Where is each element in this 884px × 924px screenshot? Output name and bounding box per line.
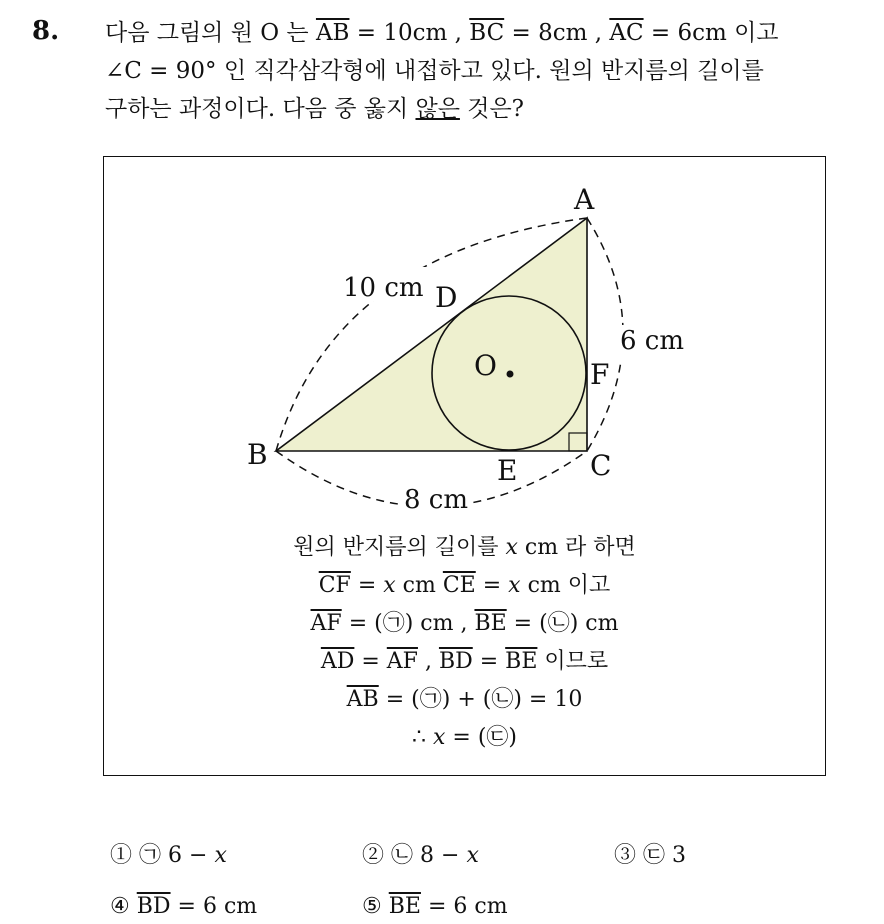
segment-cf: $\overline{CF}$	[318, 573, 351, 598]
segment-af: $\overline{AF}$	[386, 649, 418, 674]
question-text-part: = 10cm ,	[349, 20, 470, 46]
question-line-2: ∠C = 90° 인 직각삼각형에 내접하고 있다. 원의 반지름의 길이를	[105, 58, 764, 84]
point-label-c: C	[590, 449, 612, 482]
segment-be: $\overline{BE}$	[388, 894, 421, 919]
segment-ad: $\overline{AD}$	[320, 649, 355, 674]
solution-text: cm 라 하면	[517, 535, 636, 560]
variable-x: x	[505, 535, 518, 560]
triangle-figure	[104, 157, 827, 527]
segment-ce: $\overline{CE}$	[442, 573, 476, 598]
point-label-b: B	[247, 438, 268, 471]
choice-3[interactable]	[614, 838, 686, 869]
solution-line-6	[104, 719, 825, 757]
choice-number: ⑤	[362, 894, 382, 919]
length-label-ab: 10 cm	[343, 273, 424, 303]
solution-text: = (㉢)	[445, 725, 517, 750]
solution-line-2	[104, 567, 825, 605]
choice-number: ③	[614, 843, 637, 868]
point-label-o: O	[474, 349, 497, 382]
choice-2[interactable]	[362, 838, 479, 869]
question-text-part: = 8cm ,	[504, 20, 610, 46]
choice-value: 8 −	[420, 843, 467, 868]
solution-text: =	[354, 649, 387, 674]
solution-text: cm 이고	[520, 573, 611, 598]
solution-line-3	[104, 605, 825, 643]
segment-bd: $\overline{BD}$	[136, 894, 171, 919]
choice-number: ④	[110, 894, 130, 919]
segment-be: $\overline{BE}$	[474, 611, 507, 636]
choice-mark: ㉡	[391, 843, 414, 868]
point-label-a: A	[574, 183, 595, 216]
choice-4[interactable]	[110, 894, 257, 919]
question-text-part: 다음 그림의 원 O 는	[105, 20, 316, 46]
solution-line-5	[104, 681, 825, 719]
point-label-f: F	[590, 358, 610, 391]
length-label-bc: 8 cm	[404, 485, 469, 515]
question-line-1	[105, 14, 865, 52]
point-label-d: D	[435, 281, 458, 314]
segment-bc: $\overline{BC}$	[469, 20, 505, 46]
segment-ab: $\overline{AB}$	[346, 687, 379, 712]
question-line-3	[105, 90, 865, 128]
question-text-part: = 6cm 이고	[643, 20, 779, 46]
solution-text: =	[472, 649, 506, 674]
solution-text: =	[350, 573, 384, 598]
question-text-part: 구하는 과정이다. 다음 중 옳지	[105, 96, 416, 122]
solution-text: = (㉡) cm	[506, 611, 619, 636]
variable-x: x	[383, 573, 396, 598]
choice-value: = 6 cm	[420, 894, 508, 919]
question-number: 8.	[32, 16, 60, 46]
solution-text: ,	[417, 649, 439, 674]
choice-number: ①	[110, 843, 133, 868]
triangle-abc	[276, 218, 587, 451]
solution-line-1	[104, 529, 825, 567]
segment-af: $\overline{AF}$	[310, 611, 342, 636]
center-point	[507, 371, 514, 378]
variable-x: x	[432, 725, 446, 750]
variable-x: x	[214, 843, 227, 868]
solution-text: =	[475, 573, 509, 598]
variable-x: x	[466, 843, 479, 868]
solution-text: ∴	[411, 725, 433, 750]
segment-ac: $\overline{AC}$	[609, 20, 644, 46]
solution-line-4	[104, 643, 825, 681]
segment-bd: $\overline{BD}$	[438, 649, 473, 674]
solution-steps	[104, 529, 825, 757]
choice-5[interactable]	[362, 894, 508, 919]
variable-x: x	[508, 573, 521, 598]
solution-text: cm	[395, 573, 443, 598]
segment-be: $\overline{BE}$	[505, 649, 538, 674]
choice-value: = 6 cm	[170, 894, 258, 919]
choice-1[interactable]	[110, 838, 227, 869]
question-text-part: 것은?	[459, 96, 524, 122]
choice-value: 3	[672, 843, 687, 868]
length-label-ac: 6 cm	[620, 326, 685, 356]
question-text	[105, 14, 865, 128]
choice-number: ②	[362, 843, 385, 868]
solution-text: = (㉠) + (㉡) = 10	[378, 687, 583, 712]
solution-text: 원의 반지름의 길이를	[293, 535, 506, 560]
point-label-e: E	[497, 454, 518, 487]
problem-box	[103, 156, 826, 776]
segment-ab: $\overline{AB}$	[315, 20, 350, 46]
emphasis-not: 않은	[415, 96, 460, 122]
solution-text: = (㉠) cm ,	[341, 611, 475, 636]
choice-mark: ㉠	[139, 843, 162, 868]
choice-value: 6 −	[168, 843, 215, 868]
choice-mark: ㉢	[643, 843, 666, 868]
solution-text: 이므로	[537, 649, 609, 674]
